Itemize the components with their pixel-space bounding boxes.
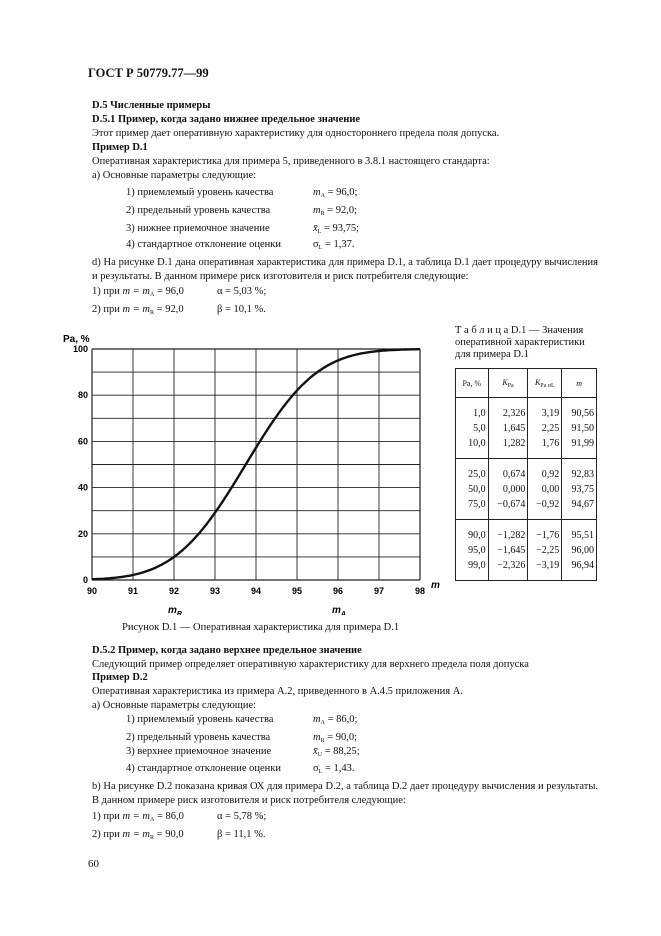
param-value: [313, 187, 357, 199]
y-tick-label: 20: [77, 528, 88, 539]
y-tick-label: 40: [77, 482, 88, 493]
y-tick-label: 0: [82, 575, 88, 585]
param-num: 2): [126, 732, 135, 743]
param-val: = 1,43.: [322, 763, 355, 774]
header-ks: [528, 369, 562, 398]
oc-chart: [55, 330, 445, 615]
x-tick-label: 96: [332, 586, 344, 596]
table-cell-m: [562, 398, 597, 459]
table-value: 95,51: [571, 529, 594, 541]
param-row: [126, 239, 281, 250]
table-value: 90,56: [571, 407, 594, 419]
param-val: = 88,25;: [322, 746, 360, 757]
header-k: [488, 369, 528, 398]
table-value: −0,674: [497, 498, 526, 510]
risk-num: 1) при: [92, 286, 120, 297]
param-num: 4): [126, 239, 135, 250]
param-value: [313, 746, 360, 758]
param-label: приемлемый уровень качества: [137, 714, 274, 725]
risk-value: α = 5,03 %;: [217, 286, 267, 297]
y-axis-label: Pa, %: [63, 334, 90, 345]
header-text: K: [502, 377, 508, 387]
table-header-row: [456, 369, 597, 398]
example-title-2: Пример D.2: [92, 672, 148, 683]
param-symbol: m: [313, 732, 321, 743]
x-tick-label: 97: [373, 586, 385, 596]
param-value: [313, 239, 355, 251]
y-tick-label: 60: [77, 436, 88, 447]
table-value: 3,19: [541, 407, 560, 419]
param-symbol: x̄: [313, 746, 318, 757]
table-value: 0,00: [541, 483, 560, 495]
table-value: 1,645: [502, 422, 526, 434]
subsection-title-2: D.5.2 Пример, когда задано верхнее предельное значение: [92, 645, 362, 656]
table-value: 0,92: [541, 468, 560, 480]
risk-val: = 86,0: [154, 811, 184, 822]
table-cell-pa: [456, 459, 489, 520]
table-cell-k: [488, 520, 528, 581]
chart-grid: [92, 349, 420, 580]
param-row: [126, 223, 270, 234]
example-params-heading-2: a) Основные параметры следующие:: [92, 700, 257, 711]
param-num: 4): [126, 763, 135, 774]
param-label: стандартное отклонение оценки: [137, 239, 281, 250]
risk-num: 2) при: [92, 304, 120, 315]
data-table: [455, 368, 597, 581]
param-num: 2): [126, 205, 135, 216]
table-value: 91,99: [571, 437, 594, 449]
risk-expr: m = m: [122, 286, 151, 297]
param-val: = 1,37.: [322, 239, 355, 250]
table-value: 96,94: [571, 559, 594, 571]
param-sub: L: [317, 229, 322, 235]
table-group-row: [456, 520, 597, 581]
param-sub: R: [320, 211, 325, 217]
x-tick-label: 92: [168, 586, 180, 596]
header-sub: Pa: [507, 382, 514, 389]
header-text: m: [576, 378, 582, 388]
table-value: 50,0: [468, 483, 486, 495]
param-sub: U: [317, 752, 323, 758]
x-axis-label: m: [431, 580, 440, 591]
paragraph-d1: d) На рисунке D.1 дана оперативная характеристика для примера D.1, а таблица D.1 дает процедуру вычисления и результаты. В данном примере риск изготовителя и риск потребителя следующие:: [92, 257, 598, 282]
table-caption: [455, 325, 585, 361]
table-caption-line-3: для примера D.1: [455, 349, 529, 360]
chart-ticks: [73, 344, 425, 596]
page-number: 60: [88, 858, 99, 870]
table-value: −1,645: [497, 544, 526, 556]
risk-line: [92, 286, 184, 298]
param-symbol: m: [313, 187, 321, 198]
param-num: 1): [126, 187, 135, 198]
header-m: [562, 369, 597, 398]
param-label: верхнее приемочное значение: [137, 746, 272, 757]
y-tick-label: 100: [72, 344, 88, 354]
table-value: 75,0: [468, 498, 486, 510]
param-row: [126, 205, 270, 216]
risk-num: 1) при: [92, 811, 120, 822]
subsection-title-1: D.5.1 Пример, когда задано нижнее предельное значение: [92, 114, 361, 125]
x-tick-label: 95: [291, 586, 303, 596]
risk-line: [92, 829, 184, 841]
example-params-heading-1: a) Основные параметры следующие:: [92, 170, 257, 181]
table-group-row: [456, 398, 597, 459]
param-value: [313, 714, 357, 726]
param-label: нижнее приемочное значение: [137, 223, 270, 234]
param-val: = 93,75;: [321, 223, 360, 234]
x-tick-label: 90: [86, 586, 98, 596]
risk-value: β = 10,1 %.: [217, 304, 266, 315]
table-cell-ks: [528, 398, 562, 459]
risk-expr: m = m: [122, 829, 151, 840]
risk-sub: R: [150, 310, 155, 316]
table-value: 5,0: [473, 422, 486, 434]
table-value: −1,76: [536, 529, 560, 541]
param-symbol: x̄: [313, 223, 318, 234]
param-val: = 96,0;: [324, 187, 358, 198]
param-symbol: σ: [313, 239, 319, 250]
risk-sub: R: [150, 835, 155, 841]
table-value: −0,92: [536, 498, 560, 510]
risk-value: β = 11,1 %.: [217, 829, 266, 840]
header-sub: Pa σL: [540, 382, 555, 389]
chart-markers: [168, 605, 346, 615]
param-num: 1): [126, 714, 135, 725]
param-value: [313, 763, 355, 775]
table-value: 96,00: [571, 544, 594, 556]
param-value: [313, 205, 357, 217]
table-value: 1,282: [502, 437, 526, 449]
table-cell-ks: [528, 459, 562, 520]
table-cell-ks: [528, 520, 562, 581]
table-value: 1,76: [541, 437, 560, 449]
table-value: −2,25: [536, 544, 560, 556]
risk-value: α = 5,78 %;: [217, 811, 267, 822]
table-value: 0,000: [502, 483, 526, 495]
table-value: 92,83: [571, 468, 594, 480]
risk-line: [92, 811, 184, 823]
risk-sub: A: [150, 292, 155, 298]
table-cell-pa: [456, 398, 489, 459]
paragraph-b2: b) На рисунке D.2 показана кривая ОХ для примера D.2, а таблица D.2 дает процедуру вычисления и результаты. В данном примере риск изготовителя и риск потребителя следующие:: [92, 781, 598, 806]
param-sub: A: [320, 193, 325, 199]
param-label: предельный уровень качества: [137, 205, 271, 216]
x-marker-sub: R: [176, 611, 182, 615]
table-value: 1,0: [473, 407, 486, 419]
param-symbol: σ: [313, 763, 319, 774]
risk-sub: A: [150, 817, 155, 823]
table-value: 95,0: [468, 544, 486, 556]
param-row: [126, 732, 270, 743]
table-group-row: [456, 459, 597, 520]
param-val: = 86,0;: [324, 714, 358, 725]
header-text: K: [534, 377, 541, 387]
x-tick-label: 93: [209, 586, 221, 596]
x-tick-label: 94: [250, 586, 262, 596]
risk-num: 2) при: [92, 829, 120, 840]
param-value: [313, 732, 357, 744]
param-symbol: m: [313, 714, 321, 725]
risk-expr: m = m: [122, 304, 151, 315]
section-title: D.5 Численные примеры: [92, 100, 211, 111]
table-value: −3,19: [536, 559, 560, 571]
table-caption-line-2: оперативной характеристики: [455, 337, 585, 348]
param-val: = 92,0;: [324, 205, 358, 216]
param-label: приемлемый уровень качества: [137, 187, 274, 198]
param-sub: A: [320, 720, 325, 726]
header-text: Pa, %: [462, 378, 482, 388]
subsection-intro-1: Этот пример дает оперативную характеристику для одностороннего предела поля допуска.: [92, 128, 500, 139]
risk-val: = 92,0: [154, 304, 184, 315]
param-value: [313, 223, 359, 235]
table-cell-k: [488, 398, 528, 459]
param-row: [126, 746, 271, 757]
example-title-1: Пример D.1: [92, 142, 148, 153]
figure-caption-1: Рисунок D.1 — Оперативная характеристика для примера D.1: [122, 622, 400, 633]
param-sub: L: [318, 769, 323, 775]
param-val: = 90,0;: [324, 732, 358, 743]
param-sub: L: [318, 245, 323, 251]
table-value: 10,0: [468, 437, 486, 449]
table-value: 99,0: [468, 559, 486, 571]
example-text-2: Оперативная характеристика из примера A.2, приведенного в A.4.5 приложения A.: [92, 686, 463, 697]
table-value: 2,326: [502, 407, 526, 419]
example-text-1: Оперативная характеристика для примера 5, приведенного в 3.8.1 настоящего стандарта:: [92, 156, 490, 167]
param-row: [126, 763, 281, 774]
table-value: −1,282: [497, 529, 526, 541]
param-num: 3): [126, 746, 135, 757]
table-caption-line-1: Т а б л и ц а D.1 — Значения: [455, 325, 584, 336]
table-cell-m: [562, 459, 597, 520]
table-cell-pa: [456, 520, 489, 581]
x-tick-label: 98: [414, 586, 426, 596]
x-marker-label: $m_A$: [332, 605, 346, 615]
risk-val: = 96,0: [154, 286, 184, 297]
risk-line: [92, 304, 184, 316]
table-value: 94,67: [571, 498, 594, 510]
param-symbol: m: [313, 205, 321, 216]
x-tick-label: 91: [127, 586, 139, 596]
table-value: 2,25: [541, 422, 560, 434]
param-label: стандартное отклонение оценки: [137, 763, 281, 774]
table-value: 25,0: [468, 468, 486, 480]
table-cell-m: [562, 520, 597, 581]
table-value: 91,50: [571, 422, 594, 434]
table-cell-k: [488, 459, 528, 520]
y-tick-label: 80: [77, 390, 88, 401]
header-pa: [456, 369, 489, 398]
param-sub: R: [320, 738, 325, 744]
x-marker-sub: A: [340, 611, 346, 615]
table-value: −2,326: [497, 559, 526, 571]
risk-val: = 90,0: [154, 829, 184, 840]
document-header: ГОСТ Р 50779.77—99: [88, 66, 209, 80]
subsection-intro-2: Следующий пример определяет оперативную характеристику для верхнего предела поля допуска: [92, 659, 529, 670]
table-value: 0,674: [502, 468, 526, 480]
param-label: предельный уровень качества: [137, 732, 271, 743]
table-value: 90,0: [468, 529, 486, 541]
risk-expr: m = m: [122, 811, 151, 822]
x-marker-label: $m_R$: [168, 605, 182, 615]
param-row: [126, 714, 273, 725]
param-row: [126, 187, 273, 198]
param-num: 3): [126, 223, 135, 234]
table-value: 93,75: [571, 483, 594, 495]
